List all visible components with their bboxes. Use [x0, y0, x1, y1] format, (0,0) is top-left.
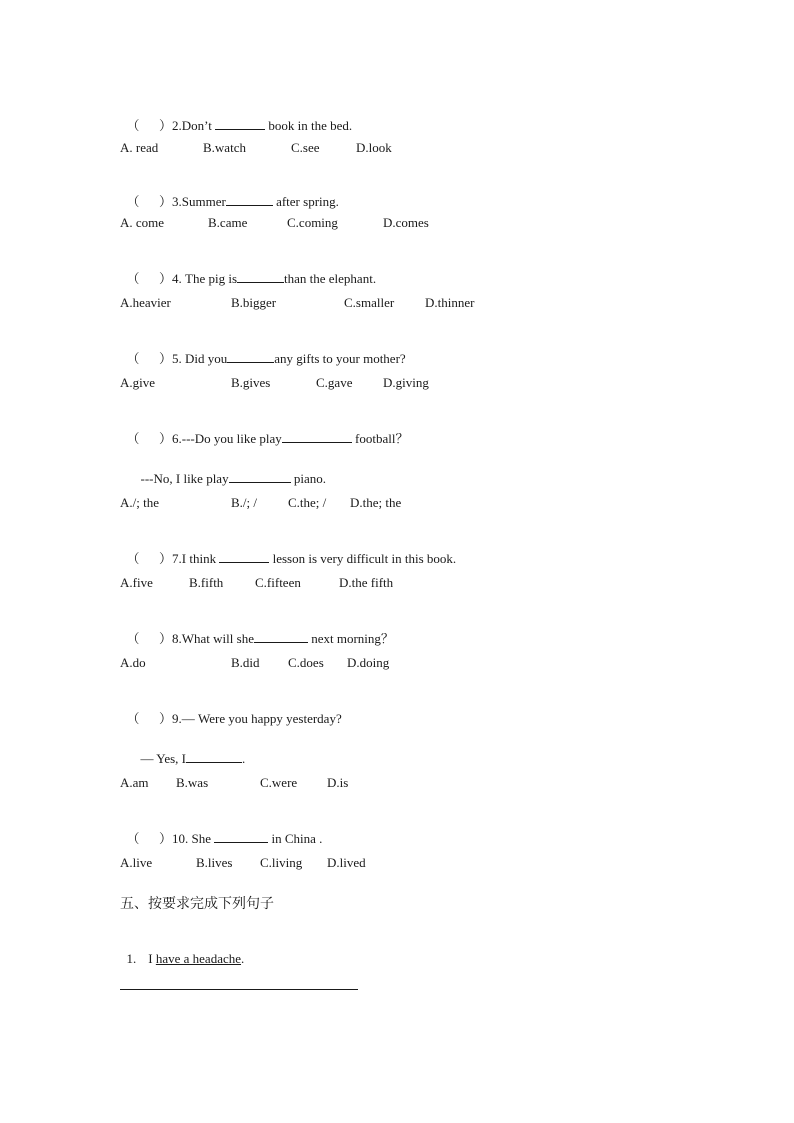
question-text-end: any gifts to your mother?	[274, 351, 406, 366]
option-d: D.the; the	[350, 495, 402, 510]
option-a: A. read	[120, 140, 159, 155]
question-text: 6.---Do you like play	[172, 431, 282, 446]
question-10	[120, 815, 322, 847]
underlined-phrase: have a headache	[155, 951, 242, 966]
question-2	[120, 102, 352, 134]
answer-parentheses: （ ）	[126, 551, 173, 566]
option-c: C.smaller	[344, 295, 395, 310]
question-text: 2.Don’t	[172, 118, 216, 133]
item-prefix: I	[148, 951, 156, 966]
option-d: D.look	[356, 140, 392, 155]
response-text: ---No, I like play	[140, 471, 229, 486]
answer-blank	[229, 471, 291, 483]
option-c: C.were	[260, 775, 298, 790]
response-text-end: piano.	[290, 471, 326, 486]
option-a: A.heavier	[120, 295, 171, 310]
question-text: 9.— Were you happy yesterday?	[172, 711, 342, 726]
option-a: A.five	[120, 575, 153, 590]
question-text-end: after spring.	[272, 194, 339, 209]
option-b: B./; /	[231, 495, 258, 510]
option-c: C.fifteen	[255, 575, 301, 590]
question-4	[120, 255, 376, 287]
question-text-end: book in the bed.	[265, 118, 353, 133]
answer-parentheses: （ ）	[126, 711, 173, 726]
option-d: D.comes	[383, 215, 429, 230]
question-text-end: than the elephant.	[284, 271, 377, 286]
question-text: 8.What will she	[172, 631, 254, 646]
option-a: A. come	[120, 215, 165, 230]
answer-parentheses: （ ）	[126, 194, 173, 209]
section-heading: 五、按要求完成下列句子	[120, 896, 274, 912]
question-9	[120, 695, 342, 727]
option-d: D.is	[327, 775, 349, 790]
answer-parentheses: （ ）	[126, 631, 173, 646]
answer-writing-line[interactable]	[120, 989, 358, 990]
option-d: D.lived	[327, 855, 366, 870]
option-b: B.came	[208, 215, 248, 230]
item-number: 1.	[126, 951, 137, 966]
answer-parentheses: （ ）	[126, 271, 173, 286]
answer-blank	[219, 551, 269, 563]
response-text: — Yes, I	[140, 751, 187, 766]
option-b: B.bigger	[231, 295, 277, 310]
option-a: A.give	[120, 375, 156, 390]
option-d: D.thinner	[425, 295, 475, 310]
response-text-end: .	[242, 751, 246, 766]
option-a: A.live	[120, 855, 153, 870]
question-6	[120, 415, 408, 447]
answer-parentheses: （ ）	[126, 351, 173, 366]
question-text: 10. She	[172, 831, 215, 846]
question-text-end: in China .	[268, 831, 323, 846]
question-text-end: football？	[351, 431, 409, 446]
option-d: D.the fifth	[339, 575, 394, 590]
option-c: C.does	[288, 655, 324, 670]
question-text-end: lesson is very difficult in this book.	[269, 551, 457, 566]
question-text-end: next morning？	[307, 631, 394, 646]
option-d: D.giving	[383, 375, 429, 390]
option-b: B.gives	[231, 375, 271, 390]
question-9-response	[134, 735, 245, 767]
option-b: B.was	[176, 775, 209, 790]
question-text: 5. Did you	[172, 351, 228, 366]
option-b: B.did	[231, 655, 260, 670]
question-8	[120, 615, 394, 647]
option-b: B.fifth	[189, 575, 224, 590]
question-3	[120, 178, 339, 210]
option-c: C.gave	[316, 375, 353, 390]
option-c: C.see	[291, 140, 320, 155]
option-a: A./; the	[120, 495, 159, 510]
option-c: C.living	[260, 855, 303, 870]
answer-parentheses: （ ）	[126, 118, 173, 133]
option-b: B.watch	[203, 140, 246, 155]
option-c: C.the; /	[288, 495, 327, 510]
option-c: C.coming	[287, 215, 338, 230]
option-a: A.am	[120, 775, 149, 790]
option-a: A.do	[120, 655, 146, 670]
question-6-response	[134, 455, 326, 487]
answer-blank	[282, 431, 352, 443]
answer-blank	[215, 118, 265, 130]
answer-parentheses: （ ）	[126, 431, 173, 446]
option-d: D.doing	[347, 655, 390, 670]
answer-blank	[226, 194, 273, 206]
question-5	[120, 335, 406, 367]
section5-item-1	[120, 935, 244, 967]
answer-blank	[214, 831, 268, 843]
question-text: 4. The pig is	[172, 271, 238, 286]
question-text: 7.I think	[172, 551, 220, 566]
answer-blank	[227, 351, 274, 363]
answer-blank	[186, 751, 242, 763]
option-b: B.lives	[196, 855, 233, 870]
answer-blank	[254, 631, 308, 643]
question-7	[120, 535, 456, 567]
question-text: 3.Summer	[172, 194, 226, 209]
item-suffix: .	[241, 951, 245, 966]
answer-blank	[237, 271, 284, 283]
answer-parentheses: （ ）	[126, 831, 173, 846]
